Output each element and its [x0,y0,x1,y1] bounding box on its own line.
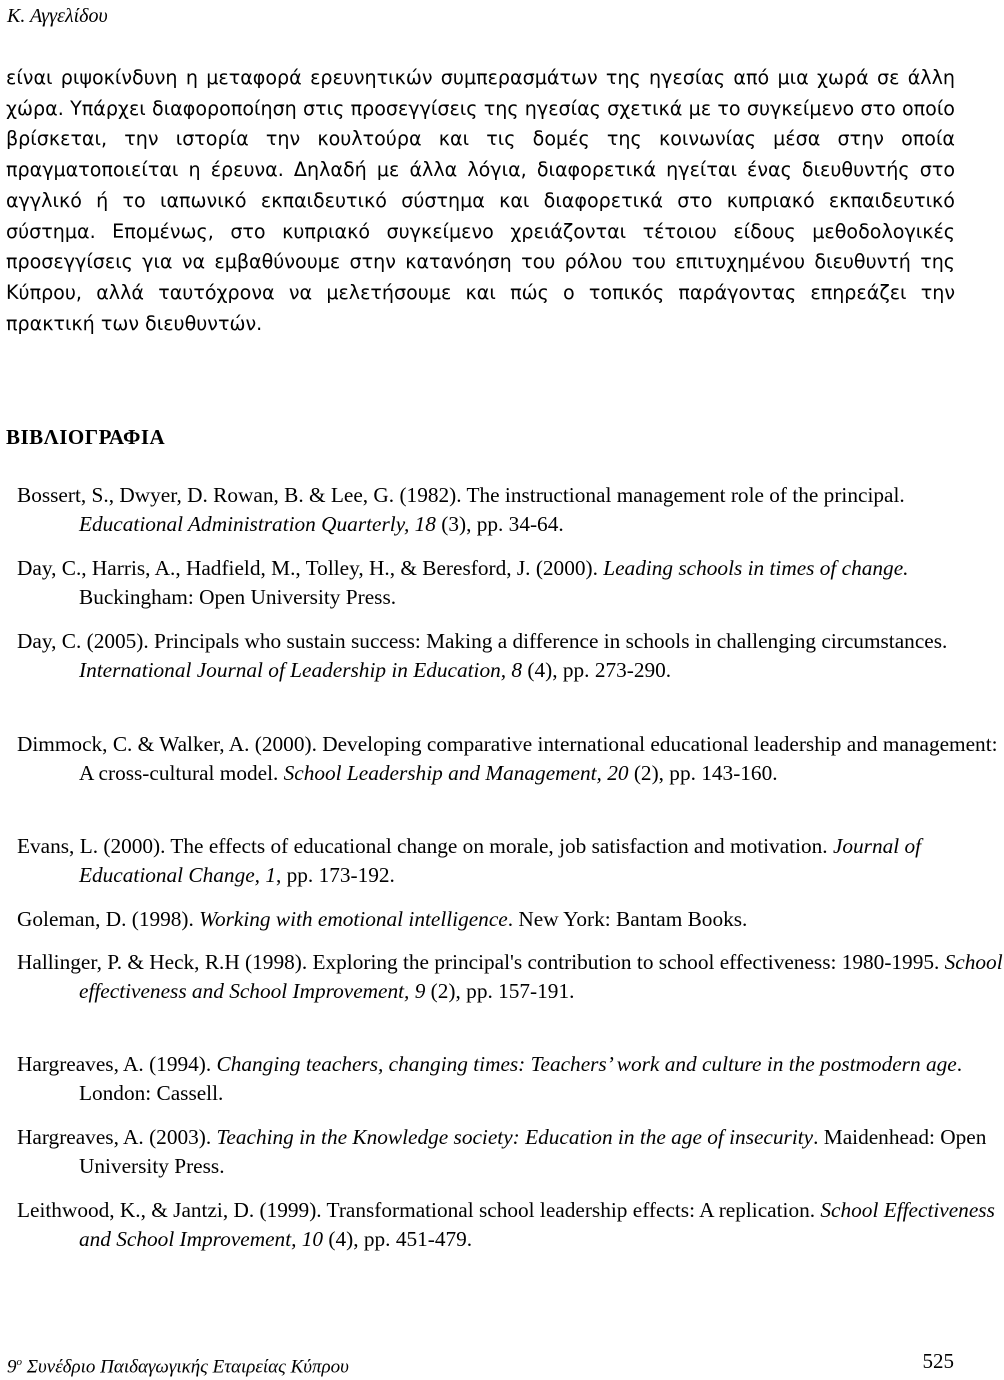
bibliography-heading: ΒΙΒΛΙΟΓΡΑΦΙΑ [6,425,166,449]
reference-entry: Hallinger, P. & Heck, R.H (1998). Exploring the principal's contribution to school effectiveness: 1980-1995. School effectiveness and School Improvement, 9 (2), pp. 157-191. [17,950,1003,1004]
running-footer-conference: $9^o$ Συνέδριο Παιδαγωγικής Εταιρείας Κύπρου [7,1356,349,1378]
reference-entry: Evans, L. (2000). The effects of educational change on morale, job satisfaction and motivation. Journal of Educational Change, 1, pp. 173-192. [17,834,922,888]
running-header-author: Κ. Αγγελίδου [7,5,108,27]
reference-entry: Hargreaves, A. (1994). Changing teachers, changing times: Teachers’ work and culture in the postmodern age. London: Cassell. [17,1052,963,1106]
page-number: 525 [922,1349,954,1373]
reference-entry: Goleman, D. (1998). Working with emotional intelligence. New York: Bantam Books. [17,907,748,931]
reference-entry: Day, C. (2005). Principals who sustain success: Making a difference in schools in challenging circumstances. International Journal of Leadership in Education, 8 (4), pp. 273-290. [17,629,948,683]
reference-entry: Day, C., Harris, A., Hadfield, M., Tolley, H., & Beresford, J. (2000). Leading schools in times of change. Buckingham: Open University Press. [17,556,909,610]
reference-entry: Leithwood, K., & Jantzi, D. (1999). Transformational school leadership effects: A replication. School Effectiveness and School Improvement, 10 (4), pp. 451-479. [17,1198,995,1252]
reference-entry: Hargreaves, A. (2003). Teaching in the Knowledge society: Education in the age of insecurity. Maidenhead: Open University Press. [17,1125,987,1179]
body-paragraph: είναι ριψοκίνδυνη η μεταφορά ερευνητικών συμπερασμάτων της ηγεσίας από μια χωρά σε άλλη χώρα. Υπάρχει διαφοροποίηση στις προσεγγίσεις της ηγεσίας σχετικά με το συγκείμενο στο οποίο βρίσκεται, την ιστορία την κουλτούρα και τις δομές της κοινωνίας μέσα στην οποία πραγματοποιείται η έρευνα. Δηλαδή με άλλα λόγια, διαφορετικά ηγείται ένας διευθυντής στο αγγλικό ή το ιαπωνικό εκπαιδευτικό σύστημα και διαφορετικά στο κυπριακό εκπαιδευτικό σύστημα. Επομένως, στο κυπριακό συγκείμενο χρειάζονται τέτοιου είδους μεθοδολογικές προσεγγίσεις για να εμβαθύνουμε στην κατανόηση του ρόλου του επιτυχημένου διευθυντή της Κύπρου, αλλά ταυτόχρονα να μελετήσουμε και πώς ο τοπικός παράγοντας επηρεάζει την πρακτική των διευθυντών. [6,66,955,335]
reference-entry: Dimmock, C. & Walker, A. (2000). Developing comparative international educational leadership and management: A cross-cultural model. School Leadership and Management, 20 (2), pp. 143-160. [17,732,998,786]
reference-entry: Bossert, S., Dwyer, D. Rowan, B. & Lee, G. (1982). The instructional management role of the principal. Educational Administration Quarterly, 18 (3), pp. 34-64. [17,483,905,537]
